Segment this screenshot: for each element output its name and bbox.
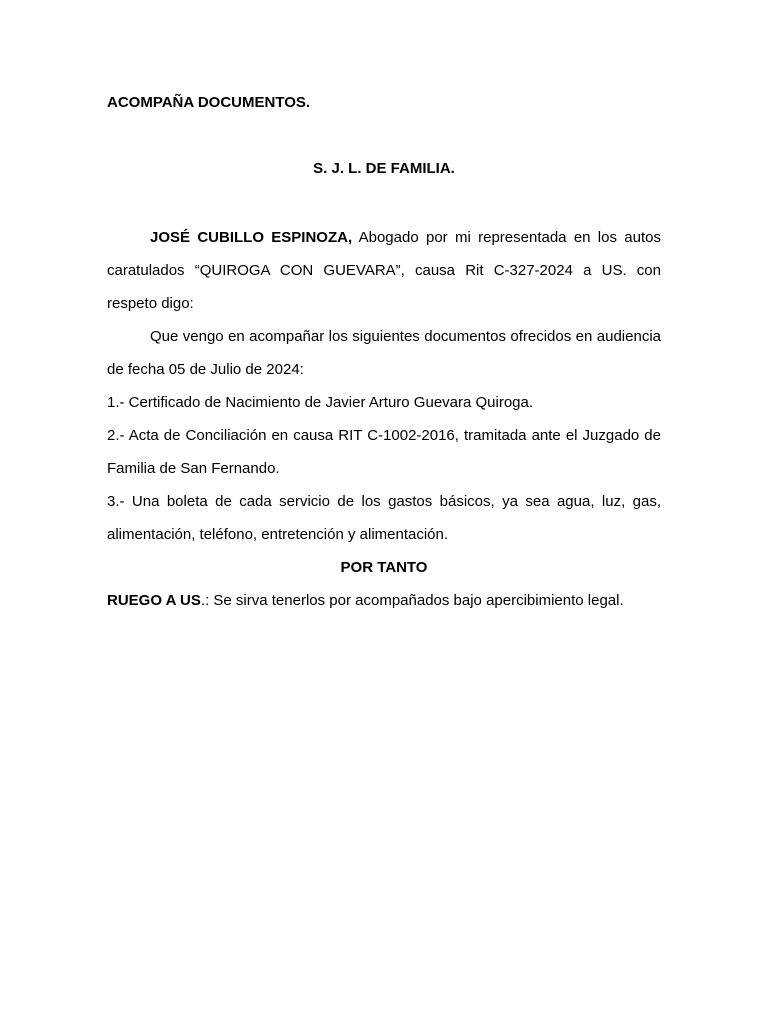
ruego-label: RUEGO A US [107, 592, 201, 609]
document-item-1: 1.- Certificado de Nacimiento de Javier Arturo Guevara Quiroga. [107, 394, 534, 411]
intro-text: Abogado por mi representada en los autos caratulados “QUIROGA CON GUEVARA”, causa Rit C-327-2024 a US. con respeto digo: [107, 229, 661, 312]
statement-paragraph: Que vengo en acompañar los siguientes documentos ofrecidos en audiencia de fecha 05 de Julio de 2024: [107, 328, 661, 378]
document-body [107, 90, 661, 609]
lawyer-name: JOSÉ CUBILLO ESPINOZA, [150, 229, 353, 246]
ruego-paragraph [107, 584, 661, 617]
document-item-2: 2.- Acta de Conciliación en causa RIT C-1002-2016, tramitada ante el Juzgado de Familia de San Fernando. [107, 427, 661, 477]
document-item-3: 3.- Una boleta de cada servicio de los gastos básicos, ya sea agua, luz, gas, alimentación, teléfono, entretención y alimentación. [107, 493, 661, 543]
document-heading: ACOMPAÑA DOCUMENTOS. [107, 94, 311, 111]
por-tanto-heading: POR TANTO [340, 559, 428, 576]
document-content [107, 221, 661, 617]
court-addressee: S. J. L. DE FAMILIA. [313, 160, 455, 177]
intro-paragraph [107, 221, 661, 320]
ruego-text: .: Se sirva tenerlos por acompañados bajo apercibimiento legal. [200, 592, 624, 609]
